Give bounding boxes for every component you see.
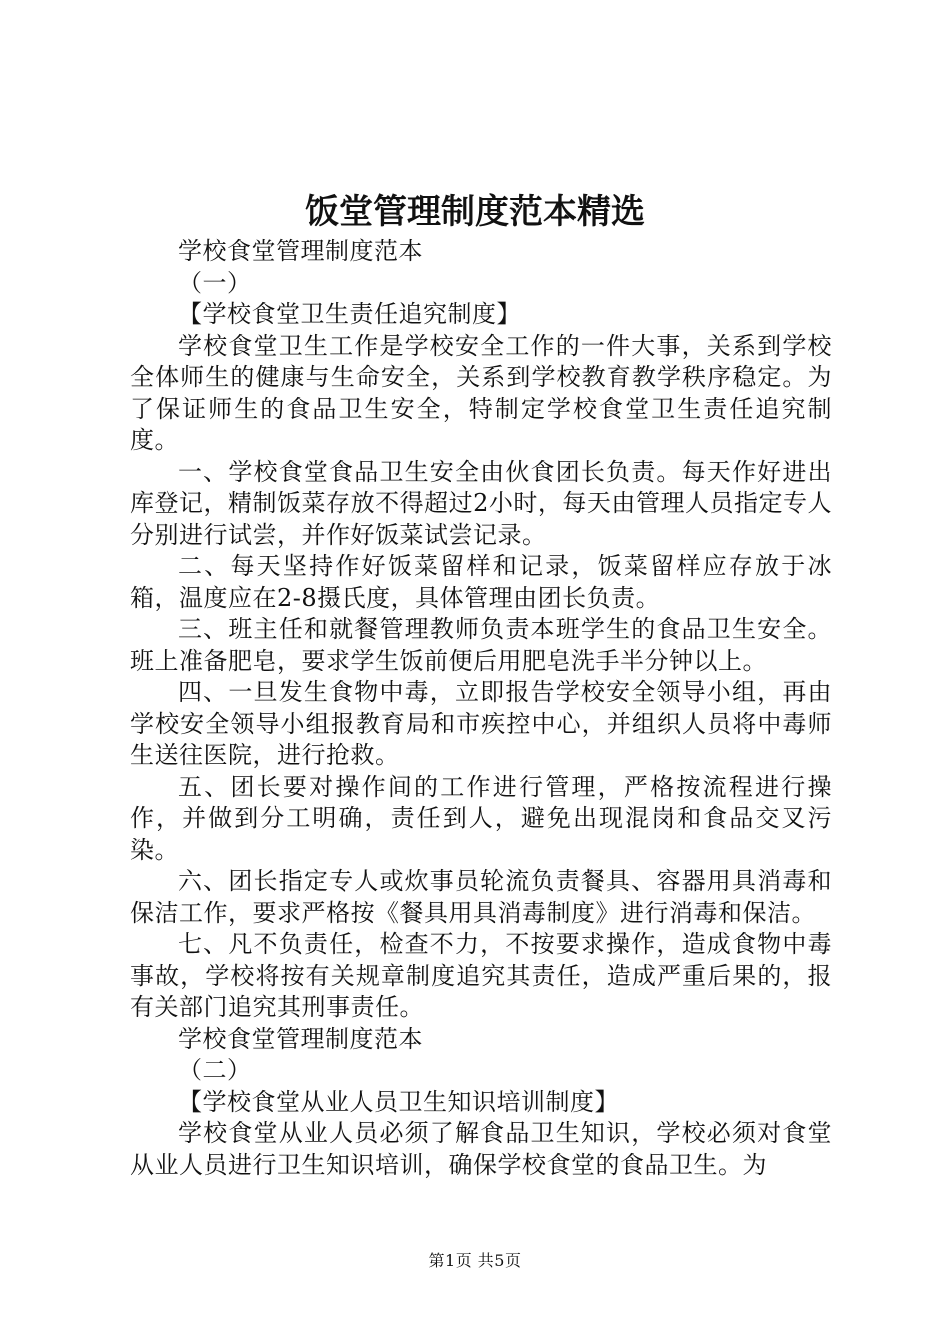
paragraph: 四、一旦发生食物中毒，立即报告学校安全领导小组，再由学校安全领导小组报教育局和市疾控中心，并组织人员将中毒师生送往医院，进行抢救。 [130,678,832,769]
paragraph: 学校食堂从业人员必须了解食品卫生知识，学校必须对食堂从业人员进行卫生知识培训，确保学校食堂的食品卫生。为 [130,1119,832,1179]
paragraph: （一） [178,268,252,297]
paragraph: 二、每天坚持作好饭菜留样和记录，饭菜留样应存放于冰箱，温度应在2-8摄氏度，具体管理由团长负责。 [130,552,832,612]
paragraph: 学校食堂卫生工作是学校安全工作的一件大事，关系到学校全体师生的健康与生命安全，关系到学校教育教学秩序稳定。为了保证师生的食品卫生安全，特制定学校食堂卫生责任追究制度。 [130,331,832,454]
paragraph: 一、学校食堂食品卫生安全由伙食团长负责。每天作好进出库登记，精制饭菜存放不得超过2小时，每天由管理人员指定专人分别进行试尝，并作好饭菜试尝记录。 [130,457,832,549]
paragraph: 五、团长要对操作间的工作进行管理，严格按流程进行操作，并做到分工明确，责任到人，避免出现混岗和食品交叉污染。 [130,772,832,864]
paragraph: 三、班主任和就餐管理教师负责本班学生的食品卫生安全。班上准备肥皂，要求学生饭前便后用肥皂洗手半分钟以上。 [130,615,832,675]
paragraph: 七、凡不负责任，检查不力，不按要求操作，造成食物中毒事故，学校将按有关规章制度追究其责任，造成严重后果的，报有关部门追究其刑事责任。 [130,930,832,1021]
paragraph: 【学校食堂卫生责任追究制度】 [178,300,521,328]
page-footer: 第1页 共5页 [428,1251,522,1270]
paragraph: （二） [178,1056,252,1084]
document-title: 饭堂管理制度范本精选 [305,192,645,232]
paragraph: 学校食堂管理制度范本 [178,1024,423,1053]
paragraph: 六、团长指定专人或炊事员轮流负责餐具、容器用具消毒和保洁工作，要求严格按《餐具用具消毒制度》进行消毒和保洁。 [130,867,832,927]
paragraph: 【学校食堂从业人员卫生知识培训制度】 [178,1087,619,1116]
paragraph: 学校食堂管理制度范本 [178,237,423,265]
document-body [130,236,832,1181]
